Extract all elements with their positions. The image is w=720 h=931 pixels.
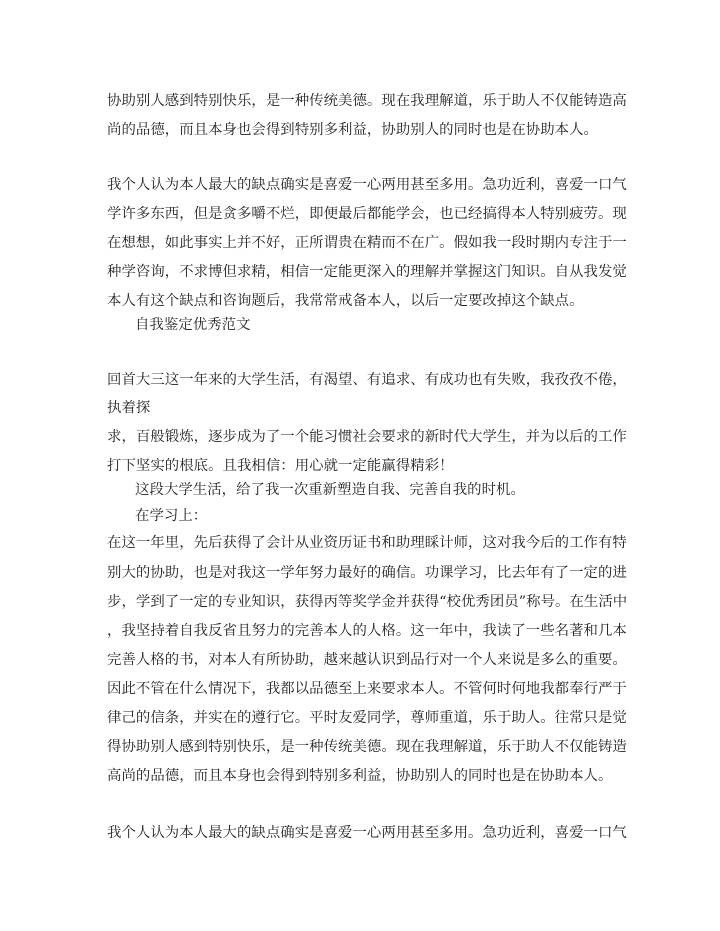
text-line: 尚的品德，而且本身也会得到特别多利益，协助别人的同时也是在协助本人。 [107, 122, 598, 138]
text-line: 求，百般锻炼，逐步成为了一个能习惯社会要求的新时代大学生，并为以后的工作 [107, 429, 627, 445]
text-line: 这段大学生活，给了我一次重新塑造自我、完善自我的时机。 [135, 482, 525, 498]
text-line: 因此不管在什么情况下，我都以品德至上来要求本人。不管何时何地我都奉行严于 [107, 681, 627, 697]
text-line: 协助别人感到特别快乐，是一种传统美德。现在我理解道，乐于助人不仅能铸造高 [107, 93, 627, 109]
text-line: 高尚的品德，而且本身也会得到特别多利益，协助别人的同时也是在协助本人。 [107, 768, 613, 784]
text-line: 我个人认为本人最大的缺点确实是喜爱一心两用甚至多用。急功近利，喜爱一口气 [107, 825, 627, 841]
text-line: 我个人认为本人最大的缺点确实是喜爱一心两用甚至多用。急功近利，喜爱一口气 [107, 177, 627, 193]
subheading: 在学习上： [135, 508, 208, 524]
text-line: 步，学到了一定的专业知识，获得丙等奖学金并获得“校优秀团员”称号。在生活中 [107, 594, 628, 610]
text-line: 执着探 [107, 400, 151, 416]
text-line: 在这一年里，先后获得了会计从业资历证书和助理睬计师，这对我今后的工作有特 [107, 535, 627, 551]
text-line: 打下坚实的根底。且我相信：用心就一定能赢得精彩！ [107, 458, 454, 474]
text-line: ，我坚持着自我反省且努力的完善本人的人格。这一年中，我读了一些名著和几本 [107, 623, 627, 639]
text-line: 本人有这个缺点和咨询题后，我常常戒备本人，以后一定要改掉这个缺点。 [107, 293, 584, 309]
text-line: 别大的协助，也是对我这一学年努力最好的确信。功课学习，比去年有了一定的进 [107, 565, 627, 581]
section-heading: 自我鉴定优秀范文 [135, 317, 251, 333]
text-line: 种学咨询，不求博但求精，相信一定能更深入的理解并掌握这门知识。自从我发觉 [107, 264, 627, 280]
text-line: 回首大三这一年来的大学生活，有渴望、有追求、有成功也有失败，我孜孜不倦， [107, 372, 627, 388]
text-line: 完善人格的书，对本人有所协助，越来越认识到品行对一个人来说是多么的重要。 [107, 652, 627, 668]
text-line: 学许多东西，但是贪多嚼不烂，即便最后都能学会，也已经搞得本人特别疲劳。现 [107, 206, 627, 222]
text-line: 律己的信条，并实在的遵行它。平时友爱同学，尊师重道，乐于助人。往常只是觉 [107, 710, 627, 726]
text-line: 在想想，如此事实上并不好，正所谓贵在精而不在广。假如我一段时期内专注于一 [107, 235, 627, 251]
text-line: 得协助别人感到特别快乐，是一种传统美德。现在我理解道，乐于助人不仅能铸造 [107, 739, 627, 755]
